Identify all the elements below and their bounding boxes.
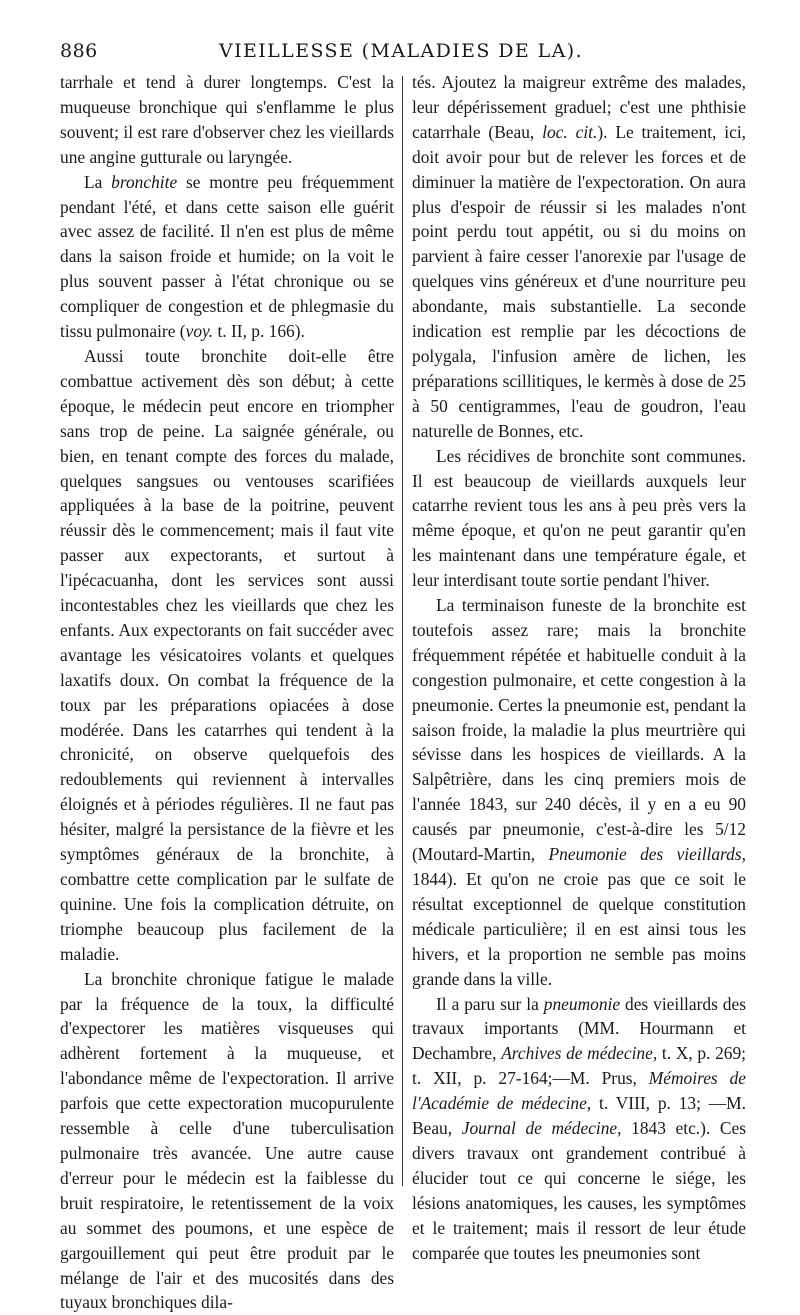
term-pneumonie: pneumonie [543, 993, 621, 1014]
right-column [412, 70, 746, 1266]
paragraph-pneumonie: Il a paru sur la pneumonie des vieillards des travaux importants (MM. Hourmann et Dechambre, Archives de médecine, t. X, p. 269; t. XII, p. 27-164;—M. Prus, Mémoires de l'Académie de médecine, t. VIII, p. 13; —M. Beau, Journal de médecine, 1843 etc.). Ces divers travaux ont grandement contribué à élucider tout ce qui concerne le siége, les lésions anatomiques, les causes, les symptômes et le traitement; mais il ressort de leur étude comparée que toutes les pneumonies sont [412, 993, 747, 1263]
paragraph-chronic: La bronchite chronique fatigue le malade par la fréquence de la toux, la difficulté d'expectorer les matières visqueuses qui adhèrent fortement à la muqueuse, et l'abondance même de l'expectoration. Il arrive parfois que cette expectoration mucopurulente ressemble à celle d'une tuberculisation pulmonaire très avancée. Une autre cause d'erreur pour le médecin est la faiblesse du bruit respiratoire, le retentissement de la voix au sommet des poumons, et une espèce de gargouillement qui peut être produit par le mélange de l'air et des mucosités dans des tuyaux bronchiques dila- [60, 968, 394, 1313]
paragraph-treatment: Aussi toute bronchite doit-elle être combattue activement dès son début; à cette époque, le médecin peut encore en triompher sans trop de peine. La saignée générale, ou bien, en tenant compte des forces du malade, quelques sangsues ou ventouses scarifiées appliquées à la base de la poitrine, peuvent réussir dès le commencement; mais il faut vite passer aux expectorants, et surtout à l'ipécacuanha, dont les services sont aussi incontestables chez les vieillards que chez les enfants. Aux expectorants on fait succéder avec avantage les vésicatoires volants et quelques laxatifs doux. On combat la fréquence de la toux par les préparations opiacées à dose modérée. Dans les catarrhes qui tendent à la chronicité, on observe quelquefois des redoublements qui reviennent à intervalles éloignés et à périodes régulières. Il ne faut pas hésiter, malgré la persistance de la fièvre et les symptômes généraux de la bronchite, à combattre cette complication par le sulfate de quinine. Une fois la complication détruite, on triomphe beaucoup plus facilement de la maladie. [60, 345, 394, 964]
reference-memoires: Mémoires de l'Académie de médecine [412, 1068, 746, 1114]
paragraph-phthisie: tés. Ajoutez la maigreur extrême des malades, leur dépérissement graduel; c'est une phthisie catarrhale (Beau, loc. cit.). Le traitement, ici, doit avoir pour but de relever les forces et de diminuer la matière de l'expectoration. On aura plus d'espoir de réussir si les malades n'ont point perdu tout appétit, ou si du moins on parvient à faire cesser l'anorexie par l'usage de quelques vins généreux et d'une nourriture peu abondante, mais substantielle. La seconde indication est remplie par les décoctions de polygala, l'infusion amère de lichen, les préparations scillitiques, le kermès à dose de 25 à 50 centigrammes, l'eau de goudron, l'eau naturelle de Bonnes, etc. [412, 72, 746, 441]
left-column [60, 70, 394, 1315]
paragraph-bronchite: La bronchite se montre peu fréquemment pendant l'été, et dans cette saison elle guérit avec assez de facilité. Il n'en est plus de même dans la saison froide et humide; on la voit le plus souvent passer à l'état chronique ou se compliquer de congestion et de phlegmasie du tissu pulmonaire (voy. t. II, p. 166). [60, 171, 394, 342]
paragraph-continuation: tarrhale et tend à durer longtemps. C'est la muqueuse bronchique qui s'enflamme le plus souvent; il est rare d'observer chez les vieillards une angine gutturale ou laryngée. [60, 72, 394, 167]
page-header [60, 36, 742, 70]
paragraph-terminaison: La terminaison funeste de la bronchite est toutefois assez rare; mais la bronchite fréquemment répétée et habituelle conduit à la congestion pulmonaire, et cette congestion à la pneumonie. Certes la pneumonie est, pendant la saison froide, la maladie la plus meurtrière qui sévisse dans les hospices de vieillards. A la Salpêtrière, dans les cinq premiers mois de l'année 1843, sur 240 décès, il y en a eu 90 causés par pneumonie, c'est-à-dire les 5/12 (Moutard-Martin, Pneumonie des vieillards, 1844). Et qu'on ne croie pas que ce soit le résultat exceptionnel de quelque constitution médicale particulière; il en est ainsi tous les hivers, et la proportion ne semble pas moins grande dans la ville. [412, 595, 746, 989]
paragraph-recidives: Les récidives de bronchite sont communes. Il est beaucoup de vieillards auxquels leur catarrhe revient tous les ans à peu près vers la même époque, et qu'on ne peut garantir qu'en les maintenant dans une température égale, et leur interdisant toute sortie pendant l'hiver. [412, 445, 746, 591]
reference-journal: Journal de médecine, [461, 1118, 622, 1139]
reference-loc-cit: loc. cit. [542, 121, 598, 142]
page-number: 886 [60, 40, 98, 62]
term-bronchite: bronchite [111, 171, 178, 192]
reference-archives: Archives de médecine, [501, 1043, 658, 1064]
running-title: VIEILLESSE (MALADIES DE LA). [218, 40, 584, 62]
reference-voy: voy. [185, 321, 214, 342]
column-divider [402, 76, 403, 1186]
reference-moutard-martin: Pneumonie des vieillards, [548, 844, 746, 865]
